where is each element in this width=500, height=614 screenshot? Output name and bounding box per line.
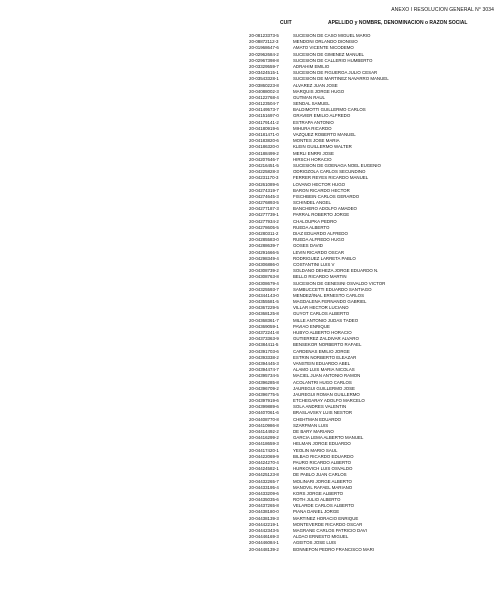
cuit-cell: 20-04298349-4 <box>249 255 279 261</box>
name-cell: BENSEKOR NORBERTO RAFAEL <box>293 342 362 348</box>
name-cell: SOLDANO DEHEZA JORGE EDUARDO N. <box>293 268 379 274</box>
name-cell: MOLINARI JORGE ALBERTO <box>293 478 352 484</box>
cuit-cell: 20-04424270-4 <box>249 459 279 465</box>
name-cell: GUTIERREZ ZALDIVAR ALVARO <box>293 336 359 342</box>
cuit-cell: 20-04344143-0 <box>249 292 279 298</box>
name-cell: DIAZ EDUARDO ALFREDO <box>293 231 348 236</box>
cuit-cell: 20-04277187-3 <box>249 206 279 212</box>
name-cell: MARQUIS JORGE HUGO <box>293 88 345 94</box>
name-cell: GUYOT CARLOS ALBERTO <box>293 311 350 317</box>
name-cell: BILBAO RICARDO EDUARDO <box>293 453 354 459</box>
cuit-cell: 20-04396709-2 <box>249 385 279 391</box>
name-cell: SZARFMAN LUIS <box>293 422 329 428</box>
page-header: ANEXO I RESOLUCION GENERAL N° 3034 <box>391 7 494 13</box>
cuit-cell: 20-04188499-2 <box>249 150 279 156</box>
cuit-cell: 20-04278605-5 <box>249 224 279 230</box>
name-cell: JAUREGUI ROMAN GUILLERMO <box>293 391 360 397</box>
name-cell: YEOLIN MARIO SAUL <box>293 447 338 453</box>
column-header-cuit: CUIT <box>280 20 292 26</box>
cuit-cell: 20-02967398-8 <box>249 57 279 63</box>
name-cell: BANCHERO ADOLFO AMADEO <box>293 206 357 212</box>
name-cell: MAGDALENA FERNANDO GABRIEL <box>293 299 367 305</box>
name-cell: ESTRIN NORBERTO ELEAZAR <box>293 354 357 360</box>
cuit-cell: 20-04123504-7 <box>249 101 279 107</box>
name-cell: KLEIN GUILLERMO WALTER <box>293 144 352 150</box>
cuit-cell: 20-04261089-6 <box>249 181 279 187</box>
cuit-cell: 20-04180919-6 <box>249 125 279 131</box>
name-cell: BELLO RICARDO MARTIN <box>293 274 347 280</box>
name-cell: SUCESION DE GIMENEZ MANUEL <box>293 51 364 57</box>
cuit-cell: 20-04407061-6 <box>249 410 279 416</box>
name-cell: ETCHEGARAY ADOLFO MARCELO <box>293 398 365 404</box>
cuit-cell: 20-04414492-2 <box>249 429 279 434</box>
name-cell: VAZQUEZ ROBERTO MANUEL <box>293 132 356 137</box>
cuit-cell: 20-04122768-4 <box>249 94 279 100</box>
cuit-cell: 20-04308679-4 <box>249 280 279 286</box>
name-cell: BONNEFON PEDRO FRANCISCO MARI <box>293 546 374 552</box>
cuit-cell: 20-04384411-5 <box>249 342 279 348</box>
cuit-cell: 20-04225828-3 <box>249 169 279 175</box>
name-cell: GARCIA LEMA ALBERTO MANUEL <box>293 435 364 441</box>
cuit-cell: 20-04442343-5 <box>249 528 279 533</box>
cuit-cell: 20-08872112-3 <box>249 39 279 45</box>
name-cell: SUCESION DE GENESINI OSVALDO VICTOR <box>293 280 386 286</box>
cuit-cell: 20-04433209-6 <box>249 490 279 496</box>
cuit-cell: 20-04437265-8 <box>249 503 279 509</box>
name-cell: FERRER REYES RICARDO MANUEL <box>293 175 369 181</box>
name-cell: RUEDA ALFREDO HUGO <box>293 237 345 243</box>
name-cell: MENDEZ/INAL ERNESTO CARLOS <box>293 292 364 298</box>
name-cell: ALVAREZ JUAN JOSE <box>293 82 338 88</box>
table-body <box>249 33 489 553</box>
name-cell: SUCESION DE CALLERIO HUMBERTO <box>293 57 373 63</box>
cuit-cell: 20-02962684-2 <box>249 51 279 57</box>
name-cell: SUCESION DE GOENAGA NOEL EUGENIO <box>293 162 381 168</box>
name-cell: HIRSCH HORACIO <box>293 156 332 162</box>
name-cell: RODRIGUEZ LARRETA PABLO <box>293 255 356 261</box>
name-cell: RUEDA ALBERTO <box>293 224 330 230</box>
name-cell: ALDAO ERNESTO MIGUEL <box>293 534 349 540</box>
name-cell: MANOVIL RAFAEL MARIANO <box>293 484 353 490</box>
cuit-cell: 20-01968647-6 <box>249 45 279 51</box>
cuit-cell: 20-04399889-6 <box>249 404 279 410</box>
cuit-cell: 20-03860223-8 <box>249 82 279 88</box>
name-cell: MONTEVERDE RICARDO OSCAR <box>293 521 363 527</box>
cuit-cell: 20-04424582-1 <box>249 466 279 472</box>
cuit-cell: 20-04438139-3 <box>249 515 279 521</box>
name-cell: GOSES DAVID <box>293 243 323 249</box>
cuit-cell: 20-04438180-0 <box>249 509 279 515</box>
name-cell: ADRAHIM EMILIO <box>293 63 330 69</box>
cuit-cell: 20-04231170-3 <box>249 175 279 181</box>
cuit-cell: 20-04274645-3 <box>249 193 279 199</box>
name-cell: DE BARY MARIANO <box>293 429 334 434</box>
cuit-cell: 20-03329559-7 <box>249 63 279 69</box>
cuit-cell: 20-04425123-8 <box>249 472 279 478</box>
name-cell: ALAMO LUIS MARIA NICOLAS <box>293 367 355 373</box>
name-cell: PARRAL ROBERTO JORGE <box>293 212 350 218</box>
cuit-cell: 20-04355581-5 <box>249 299 279 305</box>
cuit-cell: 20-04088002-3 <box>249 88 279 94</box>
name-cell: JAUREGUI GUILLERMO JOSE <box>293 385 355 391</box>
table-row <box>249 547 489 553</box>
name-cell: SUCESION DE CASO MIGUEL MARIO <box>293 33 371 38</box>
cuit-cell: 20-04183820-6 <box>249 138 279 144</box>
name-cell: PIANA DANIEL JORGE <box>293 509 340 515</box>
cuit-cell: 20-04308739-2 <box>249 268 279 274</box>
cuit-cell: 20-04151697-0 <box>249 113 279 119</box>
name-cell: MAGRANE CARLOS PATRICIO DAVI <box>293 528 367 533</box>
cuit-cell: 20-04274319-7 <box>249 187 279 193</box>
name-cell: HURKOVICH LUIS OSVALDO <box>293 466 353 472</box>
cuit-cell: 20-04391703-6 <box>249 348 279 354</box>
name-cell: KORS JORGE ALBERTO <box>293 490 344 496</box>
cuit-cell: 20-04207646-7 <box>249 156 279 162</box>
name-cell: ESTRAPA ANTONIO <box>293 119 334 125</box>
column-header-name: APELLIDO y NOMBRE, DENOMINACION o RAZON SOCIAL <box>328 20 468 26</box>
name-cell: AMATO VICENTE NICODEMO <box>293 45 354 51</box>
cuit-cell: 20-04422069-9 <box>249 453 279 459</box>
cuit-cell: 20-04181471-0 <box>249 132 279 137</box>
cuit-cell: 20-03543328-1 <box>249 76 279 82</box>
name-cell: SOLA ANDRES VALENTIN <box>293 404 347 410</box>
cuit-cell: 20-04149573-7 <box>249 107 279 113</box>
cuit-cell: 20-04277934-2 <box>249 218 279 224</box>
name-cell: CARDENAS EMILIO JORGE <box>293 348 350 354</box>
name-cell: VILLAR HECTOR LUCIANO <box>293 305 349 311</box>
name-cell: HUBYO ALBERTO HORACIO <box>293 330 352 335</box>
cuit-cell: 20-04308763-8 <box>249 274 279 280</box>
name-cell: SUCESION DE FIGUEROA JULIO CESAR <box>293 70 378 76</box>
name-cell: DE PABLO JUAN CARLOS <box>293 472 347 478</box>
cuit-cell: 20-04280311-2 <box>249 231 279 236</box>
table-header <box>249 20 489 27</box>
name-cell: LOVANO HECTOR HUGO <box>293 181 346 187</box>
cuit-cell: 20-04179141-2 <box>249 119 279 125</box>
name-cell: ODRIOZOLA CARLOS SECUNDINO <box>293 169 366 175</box>
cuit-cell: 20-04367229-5 <box>249 305 279 311</box>
cuit-cell: 20-04417420-1 <box>249 447 279 453</box>
cuit-cell: 20-04416299-2 <box>249 435 279 441</box>
name-cell: LEVIN RICARDO OSCAR <box>293 249 344 255</box>
name-cell: HELMAN JORGE EDUARDO <box>293 441 351 447</box>
name-cell: BARON RICARDO HECTOR <box>293 187 350 193</box>
cuit-cell: 20-04394445-3 <box>249 360 279 366</box>
cuit-cell: 20-04291666-5 <box>249 249 279 255</box>
cuit-cell: 20-04306886-0 <box>249 261 279 267</box>
cuit-cell: 20-04285583-0 <box>249 237 279 243</box>
cuit-cell: 20-04186320-0 <box>249 144 279 150</box>
name-cell: ROTH JULIO ALBERTO <box>293 497 341 503</box>
name-cell: FISCHBEIN CARLOS GERARDO <box>293 193 360 199</box>
cuit-cell: 20-04397919-6 <box>249 398 279 404</box>
name-cell: SUCESION DE MARTINEZ NAVARRO MANUEL <box>293 76 389 82</box>
cuit-cell: 20-04410986-8 <box>249 422 279 428</box>
name-cell: MIHURA RICARDO <box>293 125 332 131</box>
name-cell: SENDAL SAMUEL <box>293 101 330 107</box>
name-cell: MARTINEZ HORACIO ENRIQUE <box>293 515 359 521</box>
name-cell: MACIEL JUAN ANTONIO RAMON <box>293 373 361 379</box>
name-cell: AGEITOS JOSE LUIS <box>293 540 337 546</box>
name-cell: MENDONI ORLANDO DIONISIO <box>293 39 358 45</box>
cuit-cell: 20-04277739-1 <box>249 212 279 218</box>
cuit-cell: 20-03424515-1 <box>249 70 279 76</box>
cuit-cell: 20-04446084-1 <box>249 540 279 546</box>
cuit-cell: 20-04393338-2 <box>249 354 279 360</box>
cuit-cell: 20-04446169-3 <box>249 534 279 540</box>
name-cell: SAMBUCCETTI EDUARDO SANTIAGO <box>293 286 372 292</box>
name-cell: PAURO RICARDO ALBERTO <box>293 459 352 465</box>
cuit-cell: 20-04394474-7 <box>249 367 279 373</box>
name-cell: MILLE ANTONIO JUDAS TADEO <box>293 317 359 323</box>
name-cell: GUTMAN RAUL <box>293 94 325 100</box>
cuit-cell: 20-08123373-5 <box>249 33 279 38</box>
cuit-cell: 20-04435035-6 <box>249 497 279 503</box>
cuit-cell: 20-04418659-3 <box>249 441 279 447</box>
cuit-cell: 20-04442219-1 <box>249 521 279 527</box>
cuit-cell: 20-04368361-7 <box>249 317 279 323</box>
cuit-cell: 20-04396285-8 <box>249 379 279 385</box>
cuit-cell: 20-04288639-7 <box>249 243 279 249</box>
name-cell: GRAVIER EMILIO ALFREDO <box>293 113 351 119</box>
name-cell: BRASLAVSKY LUIS NESTOR <box>293 410 353 416</box>
name-cell: SCHINDEL ANGEL <box>293 200 331 206</box>
cuit-cell: 20-04216451-5 <box>249 162 279 168</box>
name-cell: VELARDE CARLOS ALBERTO <box>293 503 355 509</box>
name-cell: COSTANTINI LUIS V <box>293 261 335 267</box>
cuit-cell: 20-04369059-1 <box>249 323 279 329</box>
name-cell: MONTES JOSE MARIA <box>293 138 340 144</box>
name-cell: CHALOUPKA PEDRO <box>293 218 337 224</box>
name-cell: BALDIMOTTI GUILLERMO CARLOS <box>293 107 366 113</box>
name-cell: CHEHTMAN EDUARDO <box>293 416 342 422</box>
cuit-cell: 20-04325593-7 <box>249 286 279 292</box>
cuit-cell: 20-04372241-8 <box>249 330 279 335</box>
cuit-cell: 20-04433195-4 <box>249 484 279 490</box>
name-cell: ACOLANTRI HUGO CARLOS <box>293 379 352 385</box>
cuit-cell: 20-04448139-2 <box>249 546 279 552</box>
cuit-cell: 20-04276893-5 <box>249 200 279 206</box>
cuit-cell: 20-04368125-8 <box>249 311 279 317</box>
cuit-cell: 20-04432265-7 <box>249 478 279 484</box>
cuit-cell: 20-04396775-5 <box>249 391 279 397</box>
cuit-cell: 20-04373363-9 <box>249 336 279 342</box>
cuit-cell: 20-04395734-5 <box>249 373 279 379</box>
name-cell: MERLI ENRRI JOSE <box>293 150 334 156</box>
cuit-cell: 20-04408770-8 <box>249 416 279 422</box>
name-cell: VANSTEIN EDUARDO ABEL <box>293 360 351 366</box>
name-cell: PAVIAO ENRIQUE <box>293 323 330 329</box>
